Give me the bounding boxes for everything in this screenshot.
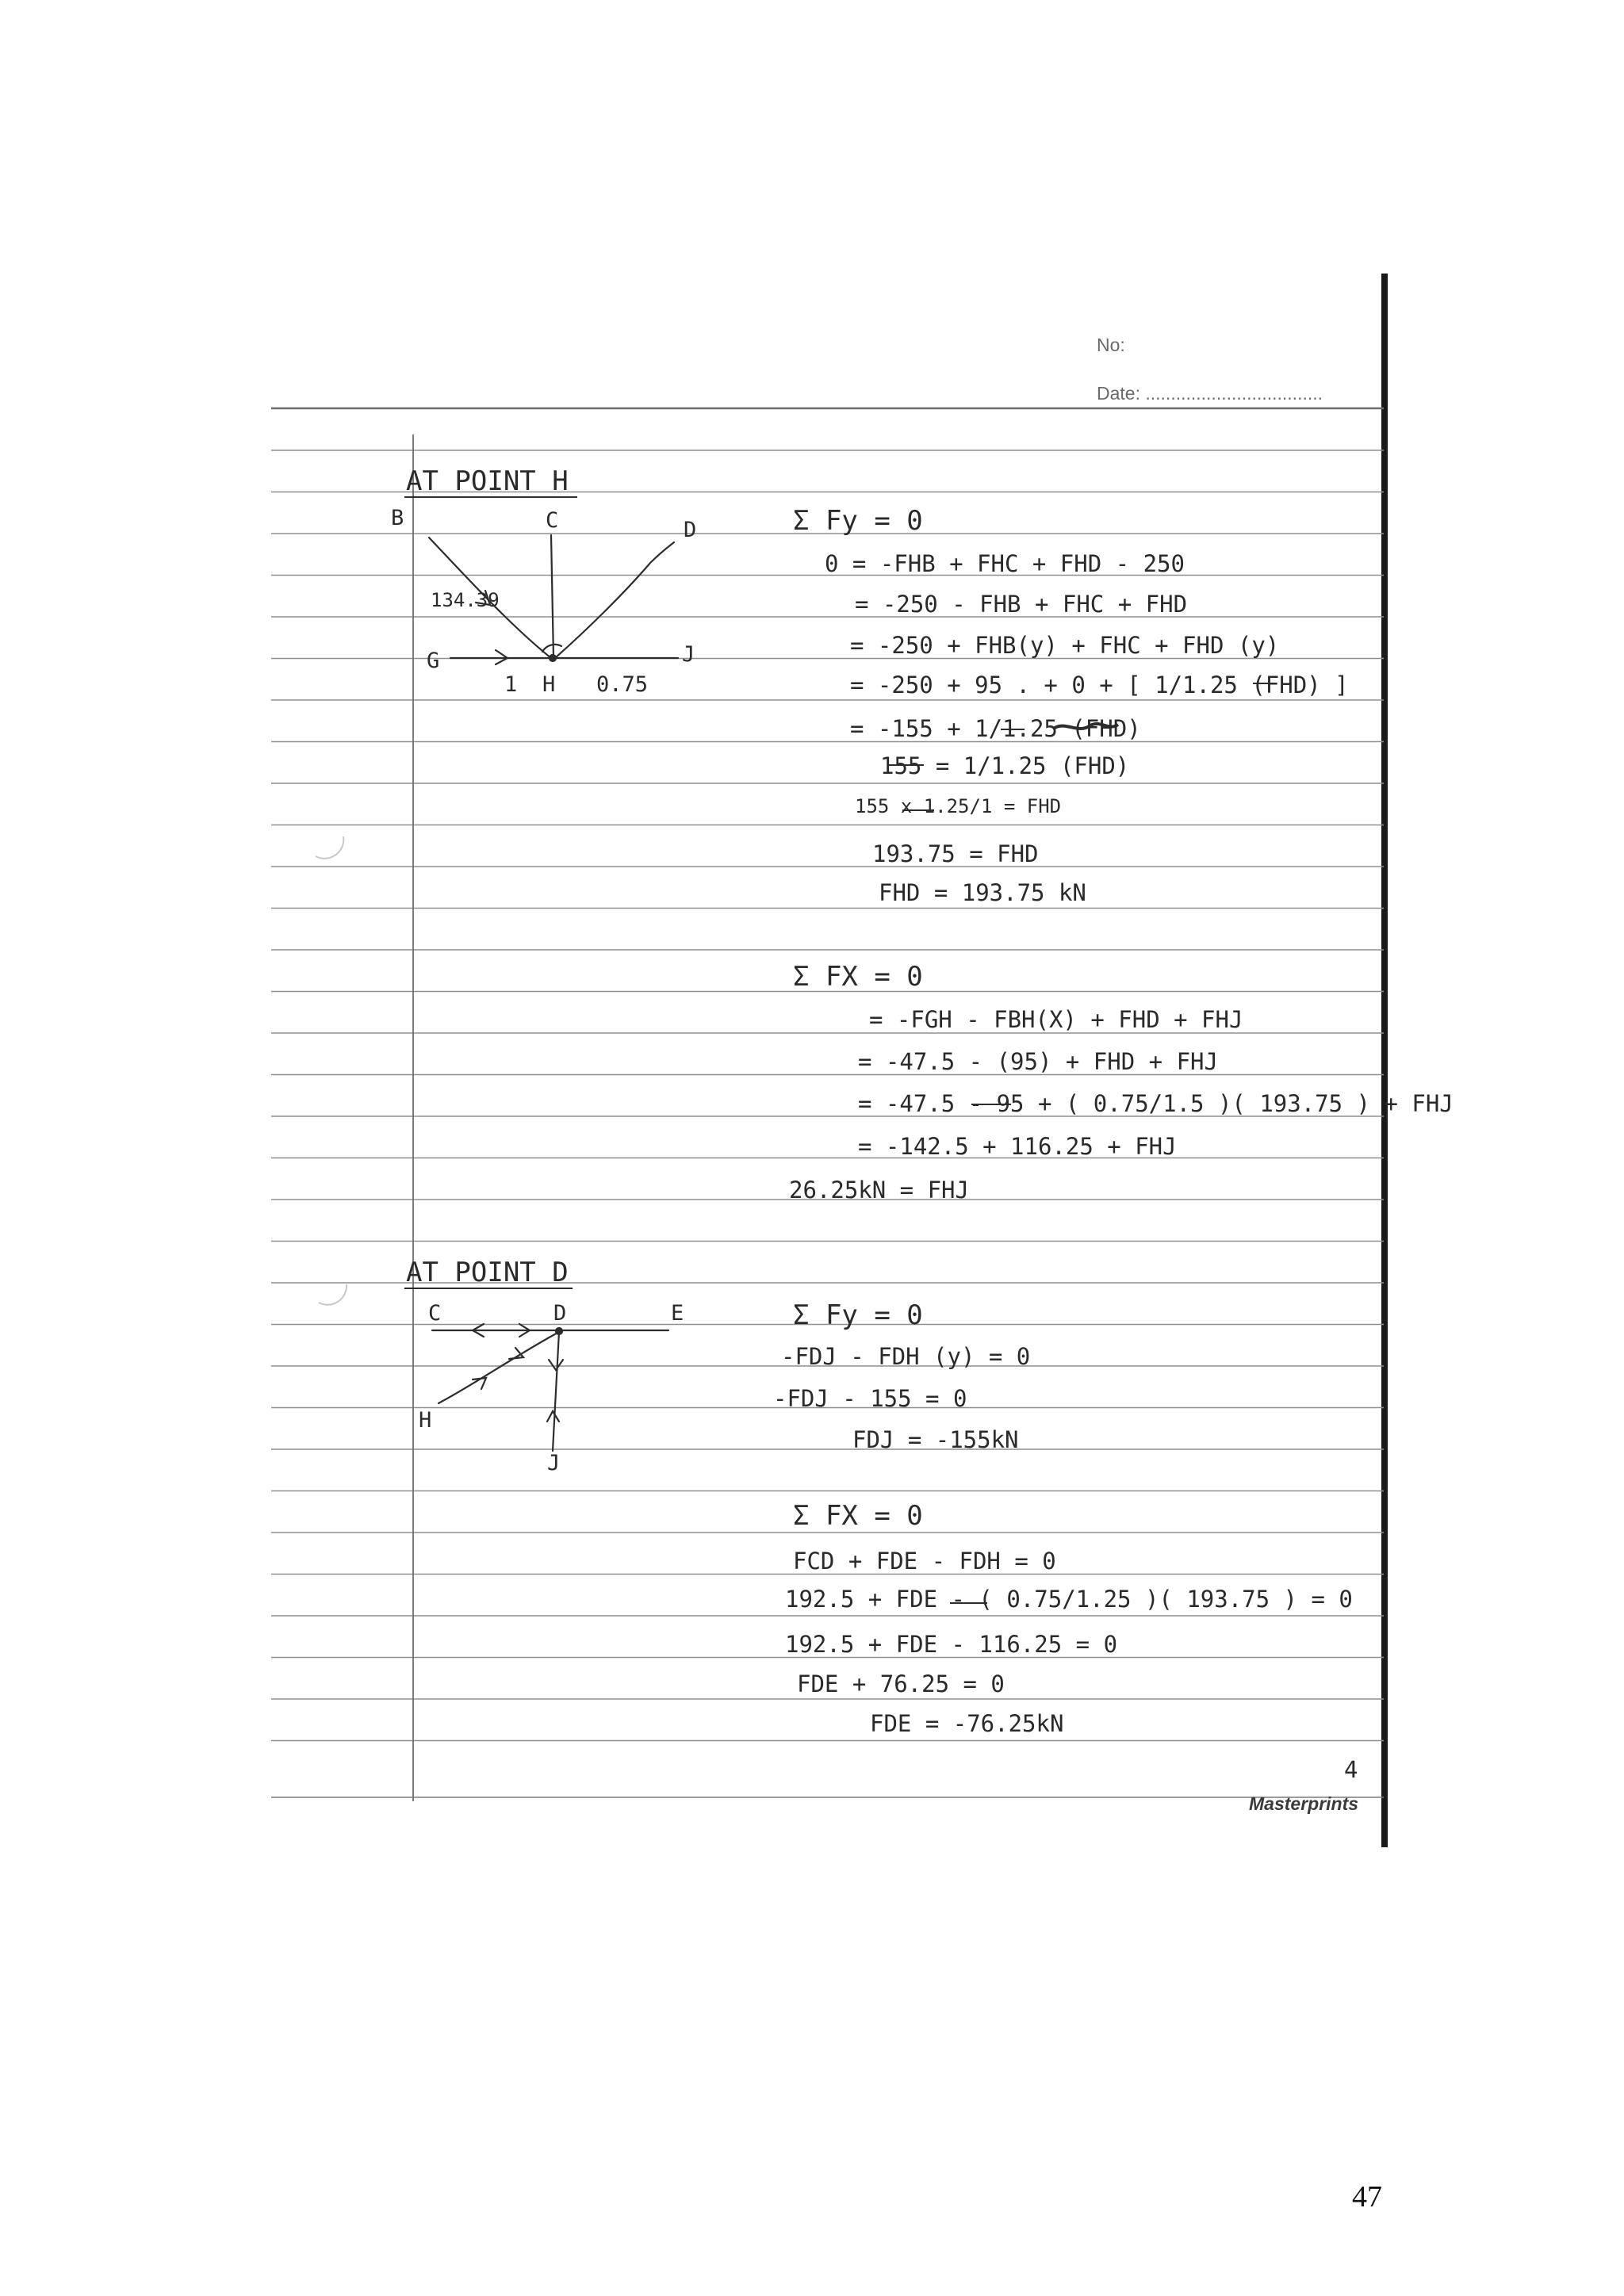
point-d-heading: AT POINT D — [406, 1257, 569, 1288]
diagram-label-j: J — [682, 642, 695, 667]
diagram-dim-right: 0.75 — [596, 672, 649, 697]
fy-h-line-6: = -155 + 1/1.25 (FHD) — [850, 715, 1141, 742]
fx-d-line-6: FDE = -76.25kN — [870, 1710, 1064, 1737]
fy-h-line-8: 155 x 1.25/1 = FHD — [855, 795, 1062, 817]
date-label: Date: ................................... — [1097, 383, 1323, 404]
fx-h-line-4: = -47.5 - 95 + ( 0.75/1.5 )( 193.75 ) + FHJ — [858, 1090, 1454, 1117]
fy-d-line-2: -FDJ - FDH (y) = 0 — [781, 1343, 1031, 1370]
fy-h-line-2: 0 = -FHB + FHC + FHD - 250 — [825, 550, 1185, 577]
diagram-label-g: G — [427, 649, 440, 673]
fx-h-line-5: = -142.5 + 116.25 + FHJ — [858, 1133, 1177, 1160]
fx-d-line-3: 192.5 + FDE - ( 0.75/1.25 )( 193.75 ) = 0 — [785, 1586, 1353, 1613]
fx-h-line-3: = -47.5 - (95) + FHD + FHJ — [858, 1048, 1218, 1075]
fy-h-line-10: FHD = 193.75 kN — [879, 879, 1086, 906]
scan-edge-shadow — [1381, 274, 1388, 1847]
fy-h-line-3: = -250 - FHB + FHC + FHD — [855, 591, 1188, 618]
diagram-label-c: C — [546, 508, 559, 533]
fx-h-line-6: 26.25kN = FHJ — [789, 1177, 969, 1203]
fy-h-line-1: Σ Fy = 0 — [793, 505, 923, 537]
diagram-d-label-j: J — [547, 1451, 561, 1475]
diagram-d-label-e: E — [671, 1301, 684, 1326]
node-h — [550, 655, 556, 661]
fx-d-line-2: FCD + FDE - FDH = 0 — [793, 1548, 1056, 1575]
diagram-d-label-c: C — [428, 1301, 442, 1326]
fy-h-line-5: = -250 + 95 . + 0 + [ 1/1.25 (FHD) ] — [850, 672, 1349, 698]
node-d — [556, 1328, 562, 1334]
fy-h-line-9: 193.75 = FHD — [872, 840, 1039, 867]
no-label: No: — [1097, 335, 1125, 355]
fx-h-line-2: = -FGH - FBH(X) + FHD + FHJ — [869, 1006, 1243, 1033]
fy-d-line-1: Σ Fy = 0 — [793, 1299, 923, 1331]
diagram-label-d: D — [684, 518, 697, 542]
fx-d-line-1: Σ FX = 0 — [793, 1500, 923, 1532]
fy-d-line-4: FDJ = -155kN — [852, 1426, 1019, 1453]
diagram-d-label-d: D — [553, 1301, 567, 1326]
diagram-label-h: H — [542, 672, 556, 697]
notebook-brand: Masterprints — [1249, 1793, 1359, 1814]
diagram-label-b: B — [391, 506, 404, 530]
diagram-dim-left: 1 — [504, 672, 518, 697]
fx-d-line-5: FDE + 76.25 = 0 — [797, 1670, 1005, 1697]
fx-h-line-1: Σ FX = 0 — [793, 961, 923, 993]
diagram-member-value: 134.39 — [431, 589, 500, 611]
fy-d-line-3: -FDJ - 155 = 0 — [773, 1385, 967, 1412]
fy-h-line-4: = -250 + FHB(y) + FHC + FHD (y) — [850, 632, 1280, 659]
fy-h-line-7: 155 = 1/1.25 (FHD) — [880, 752, 1130, 779]
point-h-heading: AT POINT H — [406, 465, 569, 497]
page-number: 47 — [1352, 2180, 1382, 2214]
fx-d-line-4: 192.5 + FDE - 116.25 = 0 — [785, 1631, 1118, 1658]
diagram-d-label-h: H — [419, 1408, 432, 1433]
sheet-number: 4 — [1344, 1756, 1358, 1783]
